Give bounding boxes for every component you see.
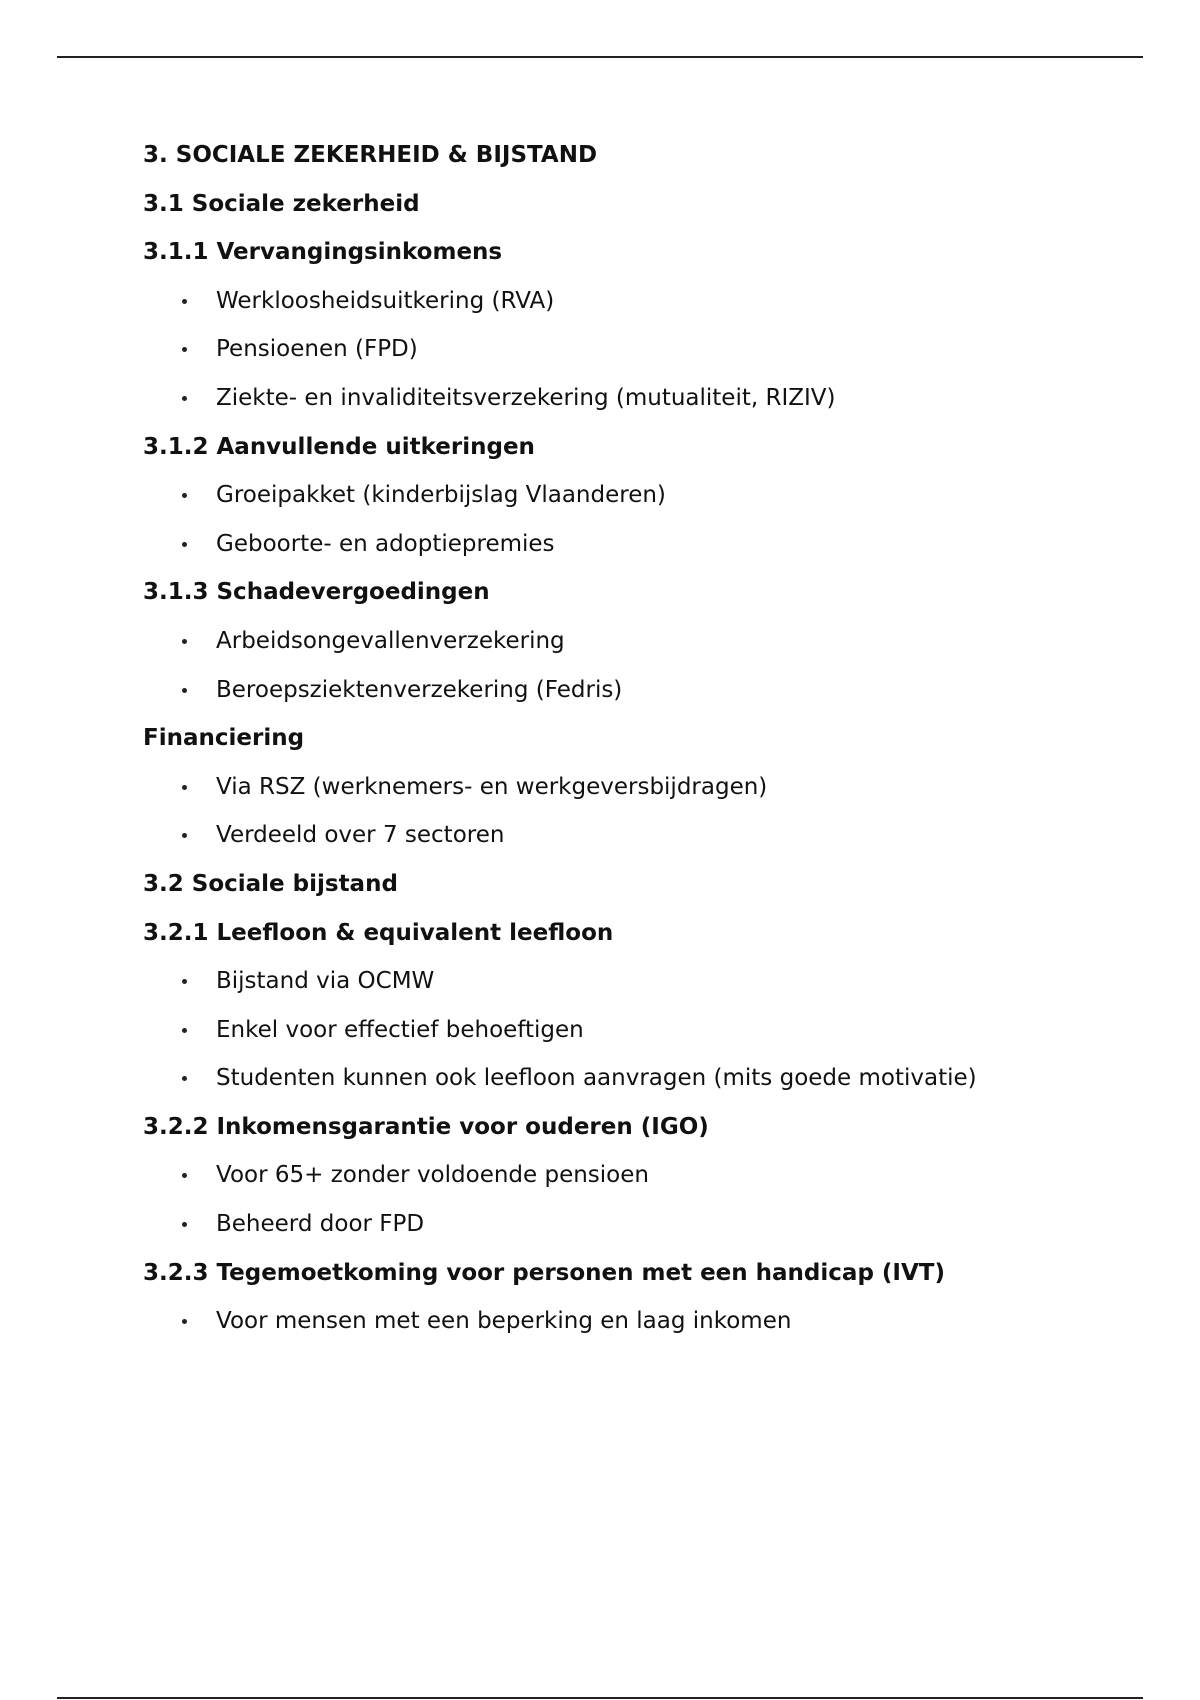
document-body (143, 138, 1123, 1353)
section-heading: 3. SOCIALE ZEKERHEID & BIJSTAND (143, 142, 598, 168)
bullet-item: Voor 65+ zonder voldoende pensioen (143, 1158, 1123, 1207)
bullet-item: Bijstand via OCMW (143, 964, 1123, 1013)
bullet-item: Werkloosheidsuitkering (RVA) (143, 284, 1123, 333)
subsubsection-heading: 3.1.1 Vervangingsinkomens (143, 239, 503, 266)
footer-rule (57, 1697, 1143, 1699)
subsubsection-heading: 3.2.2 Inkomensgarantie voor ouderen (IGO) (143, 1113, 709, 1140)
header-rule (57, 56, 1143, 58)
bullet-item: Via RSZ (werknemers- en werkgeversbijdragen) (143, 770, 1123, 819)
bullet-item: Beheerd door FPD (143, 1207, 1123, 1256)
bullet-item: Ziekte- en invaliditeitsverzekering (mutualiteit, RIZIV) (143, 381, 1123, 430)
bullet-item: Studenten kunnen ook leefloon aanvragen (mits goede motivatie) (143, 1061, 1123, 1110)
bullet-item: Enkel voor effectief behoeftigen (143, 1013, 1123, 1062)
bullet-item: Pensioenen (FPD) (143, 332, 1123, 381)
subsection-heading: 3.1 Sociale zekerheid (143, 190, 420, 217)
subsection-heading: 3.2 Sociale bijstand (143, 870, 398, 897)
subsubsection-heading: 3.2.3 Tegemoetkoming voor personen met een handicap (IVT) (143, 1259, 945, 1286)
bullet-item: Geboorte- en adoptiepremies (143, 527, 1123, 576)
bullet-item: Beroepsziektenverzekering (Fedris) (143, 673, 1123, 722)
paragraph-heading: Financiering (143, 725, 305, 752)
bullet-item: Arbeidsongevallenverzekering (143, 624, 1123, 673)
bullet-item: Verdeeld over 7 sectoren (143, 818, 1123, 867)
subsubsection-heading: 3.2.1 Leefloon & equivalent leefloon (143, 919, 614, 946)
bullet-item: Groeipakket (kinderbijslag Vlaanderen) (143, 478, 1123, 527)
subsubsection-heading: 3.1.2 Aanvullende uitkeringen (143, 433, 535, 460)
bullet-item: Voor mensen met een beperking en laag inkomen (143, 1304, 1123, 1353)
subsubsection-heading: 3.1.3 Schadevergoedingen (143, 579, 490, 606)
